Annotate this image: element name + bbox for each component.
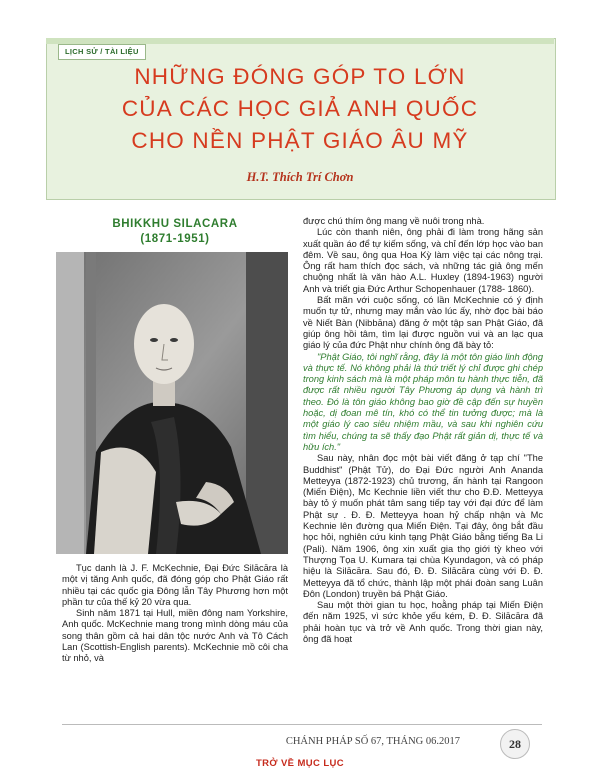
issue-label: CHÁNH PHÁP SỐ 67, THÁNG 06.2017 [285, 736, 460, 747]
left-body-column [62, 563, 288, 665]
right-body-column [303, 216, 543, 645]
body-paragraph: Tục danh là J. F. McKechnie, Đại Đức Silācāra là một vị tăng Anh quốc, đã đóng góp cho Phật Giáo rất nhiều tại các quốc gia Đông lẫn Tây Phương hơn một phần tư của thế kỷ 20 vừa qua. [62, 563, 288, 607]
body-paragraph: Sau một thời gian tu học, hoằng pháp tại Miến Điện đến năm 1925, vì sức khỏe yếu kém, Đ. Đ. Silācāra đã phải hoàn tục và trở về Anh quốc. Trong thời gian này, ông đã hoạt [303, 600, 543, 644]
photo-caption-years: (1871-1951) [140, 233, 210, 245]
photo-caption-name: BHIKKHU SILACARA [112, 218, 238, 230]
body-paragraph: Lúc còn thanh niên, ông phải đi làm trong hãng sản xuất quần áo để tự kiếm sống, và chỉ đến lớp học vào ban đêm. Về sau, ông qua Hoa Kỳ làm việc tại các nông trại. Ông rất ham thích đọc sách, và những tác giả ông mến chuộng nhất là văn hào A.L. Huxley (1894-1963) người Anh và triết gia Đức Arthur Schopenhauer (1788- 1860). [303, 227, 543, 294]
portrait-illustration [56, 252, 288, 554]
article-title-line-3: CHO NỀN PHẬT GIÁO ÂU MỸ [131, 128, 469, 153]
article-author: H.T. Thích Trí Chơn [246, 170, 354, 184]
article-title-line-2: CỦA CÁC HỌC GIẢ ANH QUỐC [121, 96, 479, 121]
footer-divider [62, 724, 542, 725]
body-paragraph: được chú thím ông mang về nuôi trong nhà. [303, 216, 485, 226]
body-paragraph: Bất mãn với cuộc sống, có lần McKechnie có ý định muốn tự tử, nhưng may mắn vào lúc ấy, nhờ đọc bài báo về Niết Bàn (Nibbāna) đăng ở một tập san Phật Giáo, đã giúp ông hồi tâm, tìm lại được nguồn vui và an lạc qua giáo lý của đức Phật như chính ông đã bày tỏ: [303, 295, 543, 351]
back-to-contents-link[interactable]: TRỞ VỀ MỤC LỤC [255, 758, 345, 769]
article-title-line-1: NHỮNG ĐÓNG GÓP TO LỚN [134, 64, 466, 89]
page-number: 28 [500, 729, 530, 759]
body-paragraph: Sau này, nhân đọc một bài viết đăng ở tạp chí "The Buddhist" (Phật Tử), do Đại Đức người Anh Ananda Metteyya (1872-1923) chủ trương, ấn hành tại Rangoon (Miến Điện), Mc Kechnie liền viết thư cho Đ.Đ. Metteyya bày tỏ ý muốn phát tâm sang tiếp tay với đại đức để làm Phật sự . Đ. Đ. Metteyya hoan hỷ chấp nhận và Mc Kechnie lên đường qua Miến Điện. Tại đây, ông bắt đầu học hỏi, nghiên cứu kinh tạng Phật Giáo bằng tiếng Ba Li (Pali). Năm 1906, ông xin xuất gia thọ giới tỳ kheo với Thượng Tọa U. Kumara tại chùa Kyundagon, và có pháp hiệu là Silācāra. Sau đó, Đ. Đ. Silācāra cùng với Đ. Đ. Metteyya đã tổ chức, thành lập một phái đoàn sang Luân Đôn (London) truyền bá Phật Giáo. [303, 453, 543, 599]
quote-paragraph: "Phật Giáo, tôi nghĩ rằng, đây là một tôn giáo linh động và thực tế. Nó không phải là thứ triết lý chỉ được ghi chép trong kinh sách mà là một pháp môn tu hành thực tiễn, đã được rất nhiều người Tây Phương áp dụng và hành trì theo. Đó là tôn giáo không bao giờ đề cập đến sự huyền hoặc, dị đoan mê tín, khó có thể tin tưởng được; mà là một giáo lý cao siêu nhiệm mầu, và sau khi nghiên cứu tìm hiểu, chúng ta sẽ thấy đạo Phật rất giản dị, thực tế và hữu ích." [303, 351, 543, 452]
section-tag[interactable]: LỊCH SỬ / TÀI LIỆU [58, 44, 146, 60]
portrait-photo [56, 252, 288, 554]
body-paragraph: Sinh năm 1871 tại Hull, miền đông nam Yorkshire, Anh quốc. McKechnie mang trong mình dòng máu của song thân gồm cả hai dân tộc nước Anh và Tô Cách Lan (Scottish-English parents). McKechnie mồ côi cha từ nhỏ, và [62, 608, 288, 664]
